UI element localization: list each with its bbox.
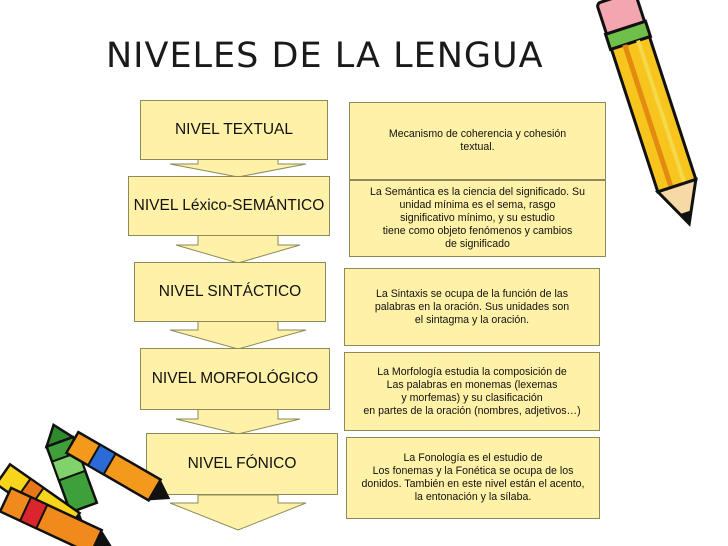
description-line: palabras en la oración. Sus unidades son xyxy=(374,300,570,313)
description-line: La Morfología estudia la composición de xyxy=(377,365,567,378)
description-box-sintactico xyxy=(344,268,600,346)
description-line: tiene como objeto fenómenos y cambios xyxy=(382,225,573,237)
arrow-down-4 xyxy=(176,409,300,434)
description-line: La Sintaxis se ocupa de la función de las xyxy=(376,287,568,300)
arrow-down-2 xyxy=(176,234,300,263)
level-label: NIVEL FÓNICO xyxy=(187,455,297,472)
level-label: NIVEL Léxico-SEMÁNTICO xyxy=(133,197,325,214)
description-line: La Semántica es la ciencia del significado. Su xyxy=(370,186,585,198)
level-box-morfologico xyxy=(140,348,330,410)
description-box-fonico xyxy=(346,437,600,519)
description-box-morfologico xyxy=(344,352,600,431)
level-box-fonico xyxy=(146,433,338,495)
description-line: y morfemas) y su clasificación xyxy=(401,391,543,404)
description-line: de significado xyxy=(445,238,510,250)
arrow-down-5 xyxy=(170,495,306,530)
description-line: significativo mínimo, y su estudio xyxy=(400,212,555,224)
description-box-textual xyxy=(349,102,606,180)
page-title: NIVELES DE LA LENGUA xyxy=(106,36,544,76)
level-label: NIVEL MORFOLÓGICO xyxy=(151,370,319,387)
description-line: en partes de la oración (nombres, adjetivos…) xyxy=(363,404,581,417)
description-line: donidos. También en este nivel están el acento, xyxy=(361,478,585,490)
level-box-lexico-semantico xyxy=(128,176,330,236)
description-line: Mecanismo de coherencia y cohesión xyxy=(388,128,567,140)
level-label: NIVEL SINTÁCTICO xyxy=(158,283,302,300)
description-line: Los fonemas y la Fonética se ocupa de los xyxy=(372,465,574,477)
arrow-down-1 xyxy=(170,159,306,177)
description-box-semantico xyxy=(349,180,606,257)
description-line: La Fonología es el estudio de xyxy=(403,452,543,464)
description-line: el sintagma y la oración. xyxy=(414,313,530,326)
arrow-down-3 xyxy=(170,321,306,349)
level-box-textual xyxy=(140,100,328,160)
level-label: NIVEL TEXTUAL xyxy=(174,121,293,138)
level-box-sintactico xyxy=(134,262,326,322)
description-line: unidad mínima es el sema, rasgo xyxy=(399,199,556,211)
description-line: Las palabras en monemas (lexemas xyxy=(386,378,558,391)
description-line: la entonación y la sílaba. xyxy=(414,491,532,503)
description-line: textual. xyxy=(460,141,495,153)
